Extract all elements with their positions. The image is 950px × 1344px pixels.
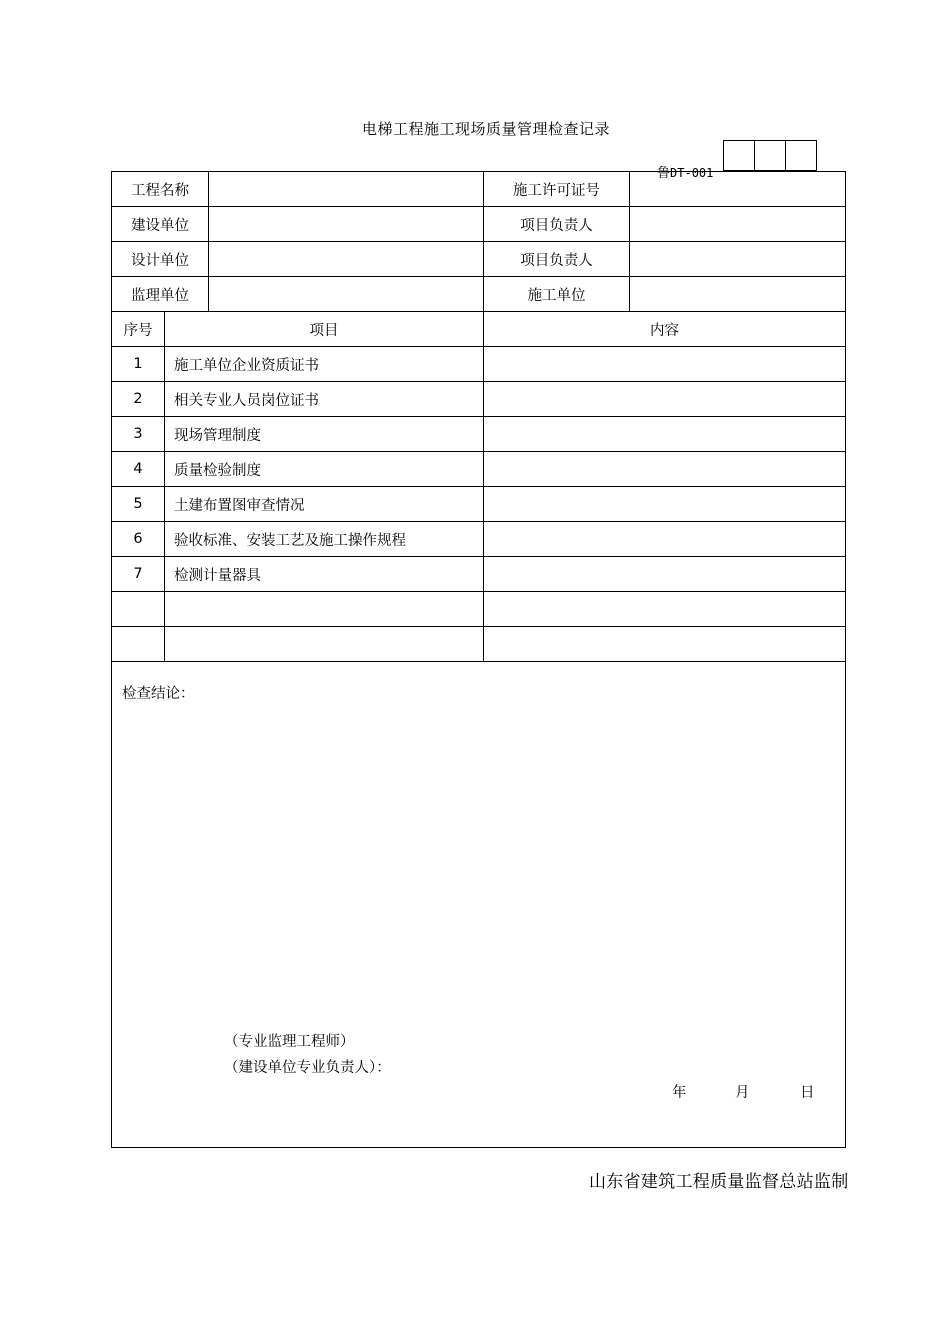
field-design-manager[interactable] (630, 242, 846, 277)
signature-date (672, 1081, 815, 1102)
field-owner-unit[interactable] (209, 207, 484, 242)
table-row (112, 592, 846, 627)
code-box-2[interactable] (754, 140, 786, 171)
column-header-item: 项目 (165, 312, 484, 347)
column-header-content: 内容 (484, 312, 846, 347)
item-seq: 4 (112, 452, 165, 487)
label-supervision-unit: 监理单位 (112, 277, 209, 312)
item-content[interactable] (484, 487, 846, 522)
table-row (112, 452, 846, 487)
table-row (112, 382, 846, 417)
item-content[interactable] (484, 382, 846, 417)
item-name[interactable] (165, 627, 484, 662)
inspection-form-table (111, 171, 846, 1148)
field-design-unit[interactable] (209, 242, 484, 277)
table-row (112, 557, 846, 592)
item-content[interactable] (484, 627, 846, 662)
item-name: 施工单位企业资质证书 (165, 347, 484, 382)
field-construction-unit[interactable] (630, 277, 846, 312)
header-row-project-name (112, 172, 846, 207)
header-row-supervision (112, 277, 846, 312)
date-month-label: 月 (735, 1085, 750, 1101)
item-seq: 2 (112, 382, 165, 417)
document-code-number: DT-001 (670, 166, 714, 180)
header-row-owner (112, 207, 846, 242)
table-row (112, 487, 846, 522)
items-header-row (112, 312, 846, 347)
issuer-footer: 山东省建筑工程质量监督总站监制 (589, 1172, 849, 1192)
field-supervision-unit[interactable] (209, 277, 484, 312)
label-design-unit: 设计单位 (112, 242, 209, 277)
signer-supervision-engineer: （专业监理工程师） (224, 1034, 355, 1050)
label-owner-unit: 建设单位 (112, 207, 209, 242)
field-permit-number[interactable] (630, 172, 846, 207)
signer-owner-manager: （建设单位专业负责人）： (224, 1060, 391, 1076)
date-year-label: 年 (672, 1085, 687, 1101)
item-name: 质量检验制度 (165, 452, 484, 487)
code-boxes (723, 140, 817, 171)
date-day-label: 日 (800, 1085, 815, 1101)
item-name: 相关专业人员岗位证书 (165, 382, 484, 417)
conclusion-area[interactable] (112, 662, 846, 1148)
item-content[interactable] (484, 557, 846, 592)
conclusion-label: 检查结论： (122, 686, 195, 702)
item-seq: 6 (112, 522, 165, 557)
item-content[interactable] (484, 452, 846, 487)
item-seq: 1 (112, 347, 165, 382)
item-content[interactable] (484, 522, 846, 557)
code-box-3[interactable] (785, 140, 817, 171)
conclusion-row (112, 662, 846, 1148)
item-seq: 3 (112, 417, 165, 452)
label-construction-unit: 施工单位 (484, 277, 630, 312)
label-owner-manager: 项目负责人 (484, 207, 630, 242)
form-title: 电梯工程施工现场质量管理检查记录 (361, 120, 610, 138)
item-name: 土建布置图审查情况 (165, 487, 484, 522)
field-owner-manager[interactable] (630, 207, 846, 242)
item-content[interactable] (484, 417, 846, 452)
item-name[interactable] (165, 592, 484, 627)
label-design-manager: 项目负责人 (484, 242, 630, 277)
item-content[interactable] (484, 347, 846, 382)
item-content[interactable] (484, 592, 846, 627)
item-seq: 7 (112, 557, 165, 592)
item-name: 现场管理制度 (165, 417, 484, 452)
field-project-name[interactable] (209, 172, 484, 207)
table-row (112, 522, 846, 557)
item-name: 检测计量器具 (165, 557, 484, 592)
item-seq: 5 (112, 487, 165, 522)
header-row-design (112, 242, 846, 277)
label-project-name: 工程名称 (112, 172, 209, 207)
item-name: 验收标准、安装工艺及施工操作规程 (165, 522, 484, 557)
table-row (112, 347, 846, 382)
label-permit-number: 施工许可证号 (484, 172, 630, 207)
table-row (112, 627, 846, 662)
item-seq[interactable] (112, 592, 165, 627)
item-seq[interactable] (112, 627, 165, 662)
table-row (112, 417, 846, 452)
column-header-seq: 序号 (112, 312, 165, 347)
code-box-1[interactable] (723, 140, 755, 171)
document-code-prefix: 鲁 (657, 166, 671, 181)
